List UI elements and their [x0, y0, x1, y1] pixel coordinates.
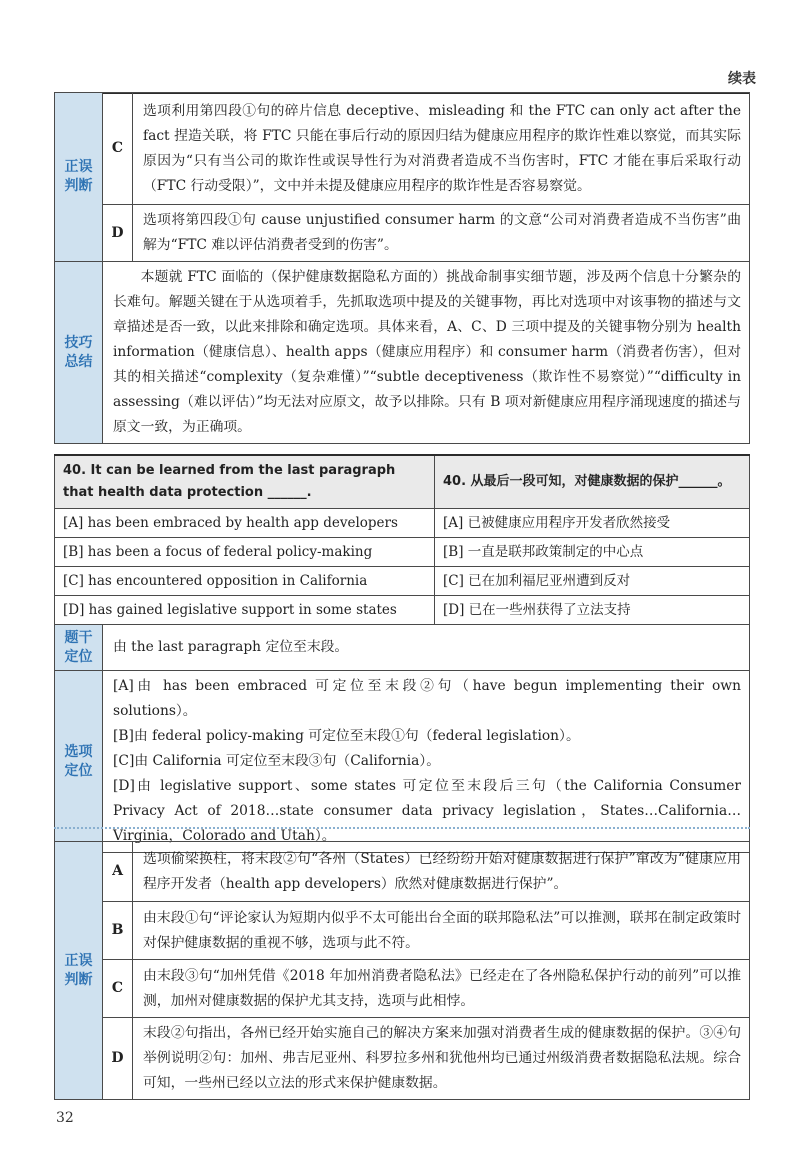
stem-location: 由 the last paragraph 定位至末段。: [103, 625, 750, 671]
technique-summary: 本题就 FTC 面临的（保护健康数据隐私方面的）挑战命制事实细节题，涉及两个信息十分繁杂的长难句。解题关键在于从选项着手，先抓取选项中提及的关键事物，再比对选项中对该事物的描述与文章描述是否一致，以此来排除和确定选项。具体来看，A、C、D 三项中提及的关键事物分别为 health information（健康信息）、health apps（健康应用程序）和 consumer harm（消费者伤害），但对其的相关描述“complexity（复杂难懂）”“subtle deceptiveness（欺诈性不易察觉）”“difficulty in assessing（难以评估）”均无法对应原文，故予以排除。只有 B 项对新健康应用程序涌现速度的描述与原文一致，为正确项。: [103, 262, 750, 444]
label-text: 正误 判断: [64, 159, 93, 194]
option-d-zh: [D] 已在一些州获得了立法支持: [435, 596, 750, 625]
location-d: [D]由 legislative support、some states 可定位至末段后三句（the California Consumer Privacy Act of 2018…state consumer data privacy legislation，States…California…Virginia，Colorado and Utah）。: [113, 778, 741, 844]
label-jiqiao: [55, 262, 103, 444]
option-d-analysis: 选项将第四段①句 cause unjustified consumer harm 的文意“公司对消费者造成不当伤害”曲解为“FTC 难以评估消费者受到的伤害”。: [133, 205, 750, 262]
label-text: 技巧 总结: [64, 334, 93, 370]
analysis-table-40: [54, 841, 750, 1100]
location-a: [A]由 has been embraced 可定位至末段②句（have begun implementing their own solutions）。: [113, 678, 741, 719]
options-location: [103, 671, 750, 853]
option-c-zh: [C] 已在加利福尼亚州遭到反对: [435, 567, 750, 596]
question-40-table: [54, 454, 750, 853]
option-c-analysis: 选项利用第四段①句的碎片信息 deceptive、misleading 和 the FTC can only act after the fact 捏造关联，将 FTC 只能在事后行动的原因归结为健康应用程序的欺诈性难以察觉，而其实际原因为“只有当公司的欺诈性或误导性行为对消费者造成不当伤害时，FTC 才能在事后采取行动（FTC 行动受限）”，文中并未提及健康应用程序的欺诈性是否容易察觉。: [133, 93, 750, 205]
dotted-divider: [54, 827, 750, 829]
label-text: 题干 定位: [64, 629, 93, 665]
analysis-table-39: [54, 92, 750, 444]
option-a-en: [A] has been embraced by health app developers: [55, 509, 435, 538]
label-zhengwu: [55, 842, 103, 1100]
option-letter-c: C: [103, 93, 133, 205]
option-letter-d: D: [103, 205, 133, 262]
option-d-en: [D] has gained legislative support in some states: [55, 596, 435, 625]
location-b: [B]由 federal policy-making 可定位至末段①句（federal legislation）。: [113, 728, 580, 744]
option-c-en: [C] has encountered opposition in California: [55, 567, 435, 596]
page-number: 32: [56, 1110, 74, 1126]
option-b-zh: [B] 一直是联邦政策制定的中心点: [435, 538, 750, 567]
question-stem-zh: 40. 从最后一段可知，对健康数据的保护______。: [435, 455, 750, 509]
option-c-analysis: 由末段③句“加州凭借《2018 年加州消费者隐私法》已经走在了各州隐私保护行动的前列”可以推测，加州对健康数据的保护尤其支持，选项与此相悖。: [133, 960, 750, 1018]
option-d-analysis: 末段②句指出，各州已经开始实施自己的解决方案来加强对消费者生成的健康数据的保护。③④句举例说明②句：加州、弗吉尼亚州、科罗拉多州和犹他州均已通过州级消费者数据隐私法规。综合可知，一些州已经以立法的形式来保护健康数据。: [133, 1018, 750, 1100]
question-stem-en: 40. It can be learned from the last paragraph that health data protection ______.: [55, 455, 435, 509]
option-a-analysis: 选项偷梁换柱，将末段②句“各州（States）已经纷纷开始对健康数据进行保护”窜改为“健康应用程序开发者（health app developers）欣然对健康数据进行保护”。: [133, 842, 750, 902]
continued-label: 续表: [728, 71, 756, 87]
option-a-zh: [A] 已被健康应用程序开发者欣然接受: [435, 509, 750, 538]
option-letter-d: D: [103, 1018, 133, 1100]
option-b-en: [B] has been a focus of federal policy-making: [55, 538, 435, 567]
option-letter-c: C: [103, 960, 133, 1018]
label-text: 正误 判断: [64, 952, 93, 988]
option-letter-b: B: [103, 902, 133, 960]
label-text: 选项 定位: [64, 743, 93, 779]
option-b-analysis: 由末段①句“评论家认为短期内似乎不太可能出台全面的联邦隐私法”可以推测，联邦在制定政策时对保护健康数据的重视不够，选项与此不符。: [133, 902, 750, 960]
location-c: [C]由 California 可定位至末段③句（California）。: [113, 753, 441, 769]
option-letter-a: A: [103, 842, 133, 902]
label-tigan: [55, 625, 103, 671]
label-zhengwu: [55, 93, 103, 262]
label-xuanxiang: [55, 671, 103, 853]
